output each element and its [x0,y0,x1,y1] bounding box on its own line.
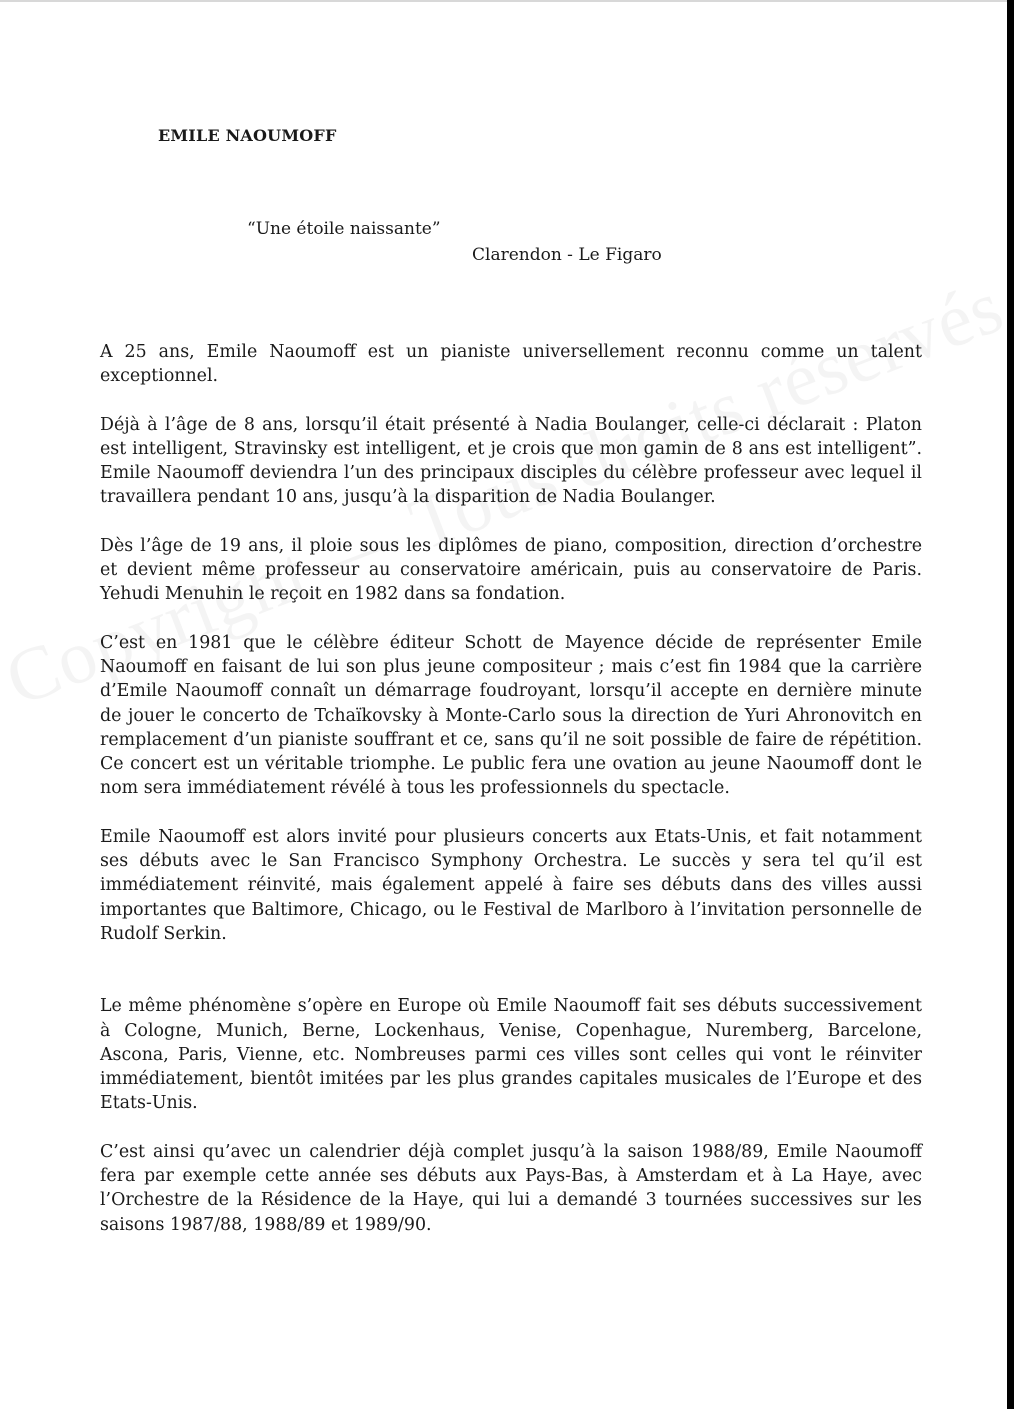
page-top-edge [0,0,1014,2]
paragraph: A 25 ans, Emile Naoumoff est un pianiste universellement reconnu comme un talent exceptionnel. [100,342,922,387]
press-quote: “Une étoile naissante” [247,219,441,239]
paragraph: Emile Naoumoff est alors invité pour plusieurs concerts aux Etats-Unis, et fait notamment ses débuts avec le San Francisco Symphony Orchestra. Le succès y sera tel qu’il est immédiatement réinvité, mais également appelé à faire ses débuts dans des villes aussi importantes que Baltimore, Chicago, ou le Festival de Marlboro à l’invitation personnelle de Rudolf Serkin. [100,826,922,944]
page-right-edge [1007,0,1014,1409]
paragraph: C’est en 1981 que le célèbre éditeur Schott de Mayence décide de représenter Emile Naoumoff en faisant de lui son plus jeune compositeur ; mais c’est fin 1984 que la carrière d’Emile Naoumoff connaît un démarrage foudroyant, lorsqu’il accepte en dernière minute de jouer le concerto de Tchaïkovsky à Monte-Carlo sous la direction de Yuri Ahronovitch en remplacement d’un pianiste souffrant et ce, sans qu’il ne soit possible de faire de répétition. Ce concert est un véritable triomphe. Le public fera une ovation au jeune Naoumoff dont le nom sera immédiatement révélé à tous les professionnels du spectacle. [100,632,922,799]
quote-source: Clarendon - Le Figaro [472,245,662,265]
paragraph: Déjà à l’âge de 8 ans, lorsqu’il était présenté à Nadia Boulanger, celle-ci déclarait : Platon est intelligent, Stravinsky est intelligent, et je crois que mon gamin de 8 ans est intelligent”. Emile Naoumoff deviendra l’un des principaux disciples du célèbre professeur avec lequel il travaillera pendant 10 ans, jusqu’à la disparition de Nadia Boulanger. [100,414,922,508]
biography-body [100,340,922,1237]
document-title: EMILE NAOUMOFF [158,126,337,145]
paragraph: C’est ainsi qu’avec un calendrier déjà complet jusqu’à la saison 1988/89, Emile Naoumoff fera par exemple cette année ses débuts aux Pays-Bas, à Amsterdam et à La Haye, avec l’Orchestre de la Résidence de la Haye, qui lui a demandé 3 tournées successives sur les saisons 1987/88, 1988/89 et 1989/90. [100,1141,922,1235]
paragraph: Le même phénomène s’opère en Europe où Emile Naoumoff fait ses débuts successivement à Cologne, Munich, Berne, Lockenhaus, Venise, Copenhague, Nuremberg, Barcelone, Ascona, Paris, Vienne, etc. Nombreuses parmi ces villes sont celles qui vont le réinviter immédiatement, bientôt imitées par les plus grandes capitales musicales de l’Europe et des Etats-Unis. [100,996,922,1114]
paragraph: Dès l’âge de 19 ans, il ploie sous les diplômes de piano, composition, direction d’orchestre et devient même professeur au conservatoire américain, puis au conservatoire de Paris. Yehudi Menuhin le reçoit en 1982 dans sa fondation. [100,535,922,605]
